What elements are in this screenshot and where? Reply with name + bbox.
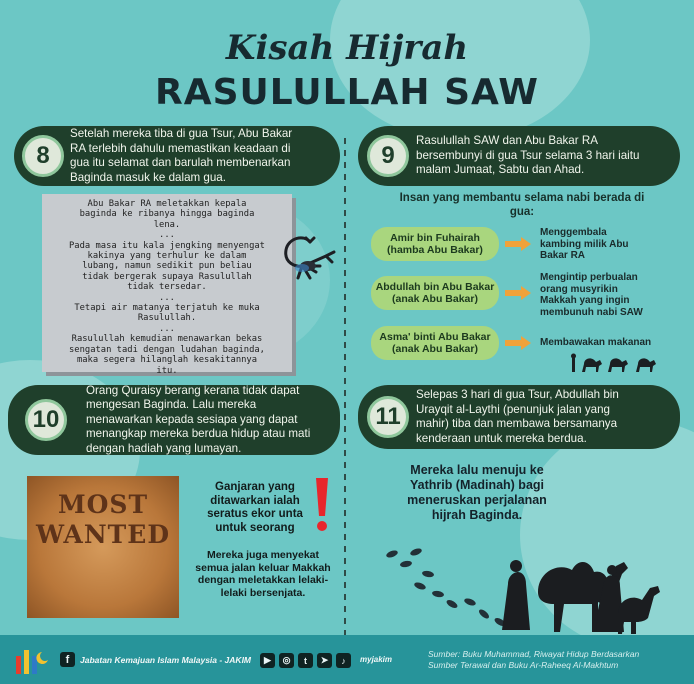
step-number: 11 — [367, 396, 409, 438]
journey-text: Mereka lalu menuju ke Yathrib (Madinah) bagi meneruskan perjalanan hijrah Baginda. — [407, 463, 547, 522]
arrow-right-icon — [505, 286, 531, 300]
source-text: Sumber: Buku Muhammad, Riwayat Hidup Berdasarkan Sumber Terawal dan Buku Ar-Raheeq Al-Makhtum — [428, 649, 640, 670]
step-11-bar — [358, 385, 680, 449]
tiktok-icon[interactable]: ♪ — [336, 653, 351, 668]
helper-role: Menggembala kambing milik Abu Bakar RA — [540, 227, 629, 261]
helper-role: Mengintip perbualan orang musyrikin Makkah yang ingin membunuh nabi SAW — [540, 272, 643, 318]
blockade-text: Mereka juga menyekat semua jalan keluar Makkah dengan meletakkan lelaki- lelaki bersenjata. — [195, 549, 331, 599]
step-10-bar — [8, 385, 340, 455]
most-wanted-poster — [27, 476, 179, 618]
helper-name: Amir bin Fuhairah (hamba Abu Bakar) — [371, 227, 499, 261]
footer — [0, 635, 694, 684]
step-text: Selepas 3 hari di gua Tsur, Abdullah bin Urayqit al-Laythi (penunjuk jalan yang mahir) tiba dan membawa bersamanya kenderaan untuk mereka berdua. — [416, 388, 619, 445]
page-title: RASULULLAH SAW — [155, 72, 539, 113]
telegram-icon[interactable]: ➤ — [317, 653, 332, 668]
step-number: 8 — [22, 135, 64, 177]
step-text: Orang Quraisy berang kerana tidak dapat mengesan Baginda. Lalu mereka menawarkan kepada sesiapa yang dapat menangkap mereka berdua hidup atau mati dengan hadiah yang lumayan. — [86, 383, 311, 455]
travellers-camels-icon — [498, 522, 668, 634]
dashed-divider — [344, 138, 346, 638]
title-script: Kisah Hijrah — [225, 28, 469, 68]
jakim-logo — [14, 644, 52, 676]
scorpion-icon — [276, 226, 338, 284]
helper-role: Membawakan makanan — [540, 337, 652, 348]
step-8-bar — [14, 126, 340, 186]
helper-name: Asma' binti Abu Bakar (anak Abu Bakar) — [371, 326, 499, 360]
poster-line: WANTED — [35, 520, 171, 549]
poster-line: MOST — [57, 490, 149, 519]
background-blob — [330, 0, 590, 140]
reward-text: Ganjaran yang ditawarkan ialah seratus ekor unta untuk seorang — [207, 481, 303, 534]
caravan-icon — [570, 350, 670, 374]
step-text: Rasulullah SAW dan Abu Bakar RA bersembunyi di gua Tsur selama 3 hari iaitu malam Jumaat, Sabtu dan Ahad. — [416, 134, 640, 177]
instagram-icon[interactable]: ◎ — [279, 653, 294, 668]
helpers-title: Insan yang membantu selama nabi berada di gua: — [399, 192, 645, 218]
facebook-icon[interactable]: f — [60, 652, 75, 667]
social-handle: myjakim — [360, 655, 393, 664]
arrow-right-icon — [505, 336, 531, 350]
arrow-right-icon — [505, 237, 531, 251]
step-number: 9 — [367, 135, 409, 177]
step-text: Setelah mereka tiba di gua Tsur, Abu Bakar RA terlebih dahulu memastikan keadaan di gua itu selamat dan barulah membenarkan Baginda masuk ke dalam gua. — [70, 127, 293, 184]
youtube-icon[interactable]: ▶ — [260, 653, 275, 668]
story-quote-box: Abu Bakar RA meletakkan kepala baginda ke ribanya hingga baginda lena. ... Pada masa itu kala jengking menyengat kakinya yang terhulur ke dalam lubang, namun sedikit pun beliau tidak bergerak supaya Rasulullah tidak tersedar. ... Tetapi air matanya terjatuh ke muka Rasulullah. ... Rasulullah kemudian menawarkan bekas sengatan tadi dengan ludahan baginda, maka segera hilanglah kesakitannya itu. — [42, 194, 292, 372]
helper-name: Abdullah bin Abu Bakar (anak Abu Bakar) — [371, 276, 499, 310]
exclamation-icon — [312, 476, 332, 534]
twitter-icon[interactable]: t — [298, 653, 313, 668]
org-name: Jabatan Kemajuan Islam Malaysia - JAKIM — [80, 655, 252, 665]
step-number: 10 — [25, 399, 67, 441]
step-9-bar — [358, 126, 680, 186]
